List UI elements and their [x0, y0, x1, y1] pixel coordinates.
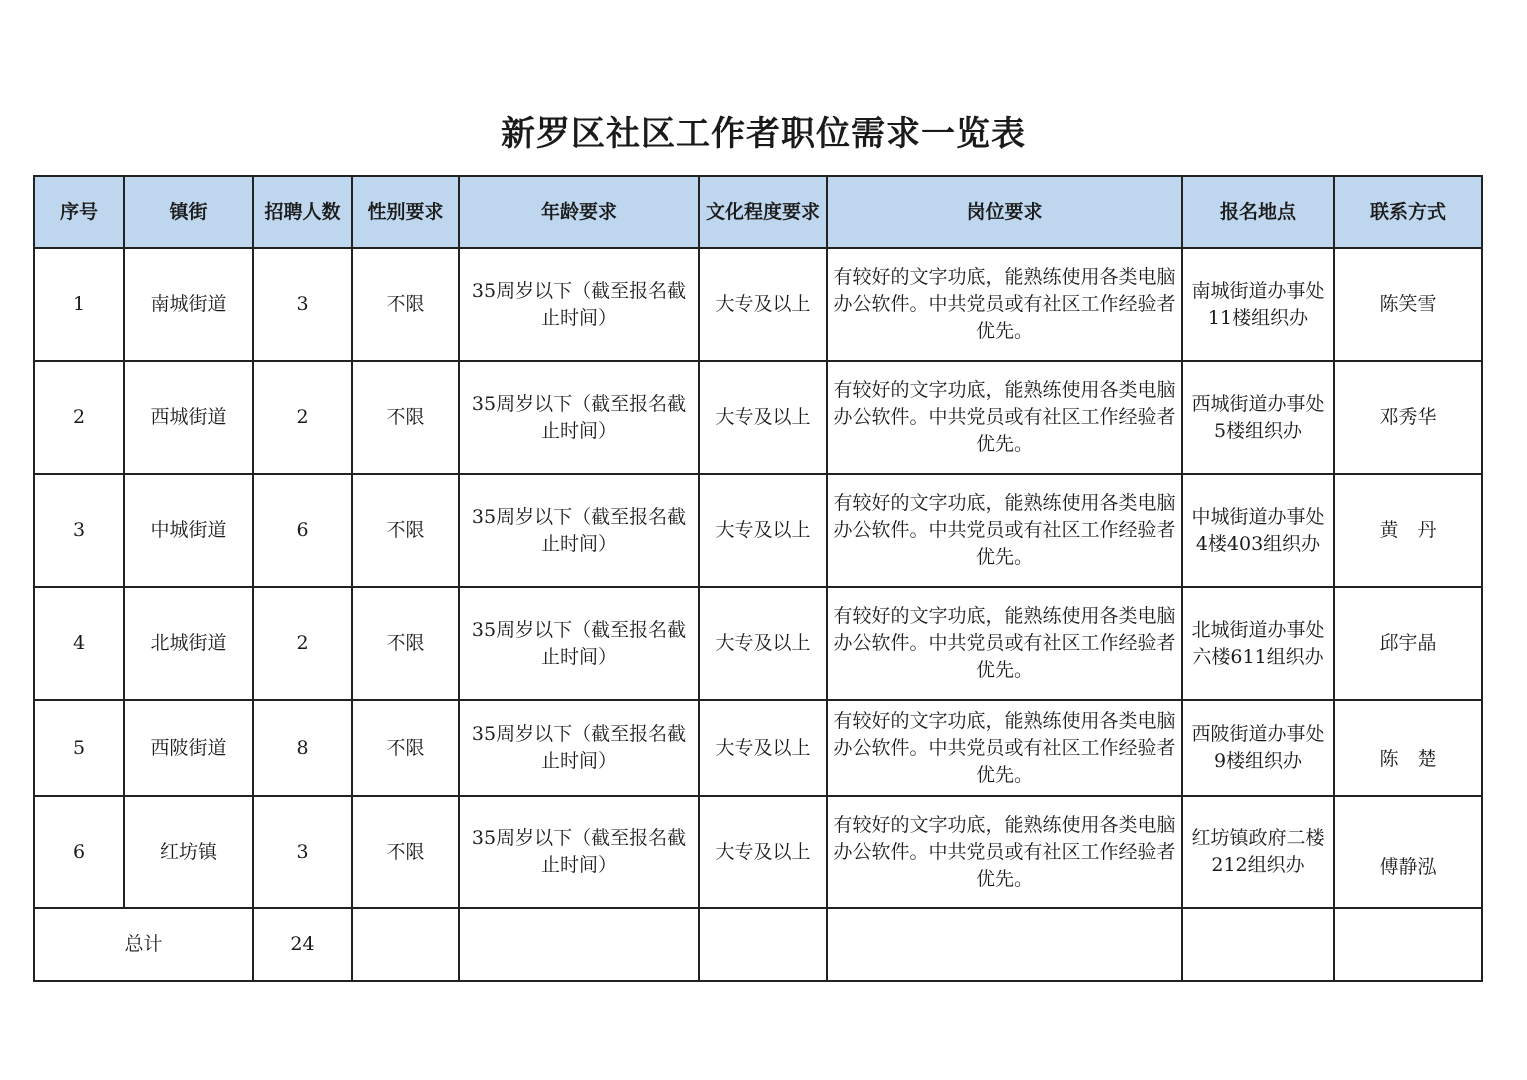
empty-cell: [352, 908, 459, 981]
cell-street: 西陂街道: [124, 700, 253, 796]
cell-requirements: 有较好的文字功底，能熟练使用各类电脑办公软件。中共党员或有社区工作经验者优先。: [827, 587, 1182, 700]
cell-no: 2: [34, 361, 124, 474]
cell-count: 3: [253, 248, 352, 361]
cell-street: 南城街道: [124, 248, 253, 361]
cell-age: 35周岁以下（截至报名截止时间）: [459, 700, 699, 796]
cell-requirements: 有较好的文字功底，能熟练使用各类电脑办公软件。中共党员或有社区工作经验者优先。: [827, 474, 1182, 587]
header-cell-street: 镇街: [124, 176, 253, 248]
cell-gender: 不限: [352, 587, 459, 700]
cell-no: 1: [34, 248, 124, 361]
cell-location: 中城街道办事处4楼403组织办: [1182, 474, 1334, 587]
total-count: 24: [253, 908, 352, 981]
cell-education: 大专及以上: [699, 587, 827, 700]
table-row: [34, 587, 1482, 700]
table-row: [34, 248, 1482, 361]
cell-gender: 不限: [352, 796, 459, 908]
table-row: [34, 700, 1482, 796]
cell-education: 大专及以上: [699, 796, 827, 908]
header-cell-location: 报名地点: [1182, 176, 1334, 248]
header-cell-requirements: 岗位要求: [827, 176, 1182, 248]
cell-count: 2: [253, 361, 352, 474]
cell-requirements: 有较好的文字功底，能熟练使用各类电脑办公软件。中共党员或有社区工作经验者优先。: [827, 796, 1182, 908]
cell-location: 西陂街道办事处9楼组织办: [1182, 700, 1334, 796]
header-cell-count: 招聘人数: [253, 176, 352, 248]
cell-street: 红坊镇: [124, 796, 253, 908]
cell-requirements: 有较好的文字功底，能熟练使用各类电脑办公软件。中共党员或有社区工作经验者优先。: [827, 361, 1182, 474]
cell-location: 西城街道办事处5楼组织办: [1182, 361, 1334, 474]
table-row: [34, 474, 1482, 587]
cell-requirements: 有较好的文字功底，能熟练使用各类电脑办公软件。中共党员或有社区工作经验者优先。: [827, 700, 1182, 796]
header-cell-gender: 性别要求: [352, 176, 459, 248]
cell-gender: 不限: [352, 700, 459, 796]
cell-no: 4: [34, 587, 124, 700]
cell-education: 大专及以上: [699, 700, 827, 796]
cell-requirements: 有较好的文字功底，能熟练使用各类电脑办公软件。中共党员或有社区工作经验者优先。: [827, 248, 1182, 361]
cell-age: 35周岁以下（截至报名截止时间）: [459, 248, 699, 361]
header-cell-age: 年龄要求: [459, 176, 699, 248]
cell-count: 6: [253, 474, 352, 587]
cell-gender: 不限: [352, 474, 459, 587]
cell-count: 3: [253, 796, 352, 908]
cell-education: 大专及以上: [699, 361, 827, 474]
cell-contact: 傅静泓: [1334, 796, 1482, 908]
cell-location: 南城街道办事处11楼组织办: [1182, 248, 1334, 361]
cell-count: 2: [253, 587, 352, 700]
cell-location: 红坊镇政府二楼212组织办: [1182, 796, 1334, 908]
cell-contact: 陈笑雪: [1334, 248, 1482, 361]
recruitment-table: [33, 175, 1483, 982]
cell-count: 8: [253, 700, 352, 796]
empty-cell: [699, 908, 827, 981]
cell-education: 大专及以上: [699, 248, 827, 361]
cell-age: 35周岁以下（截至报名截止时间）: [459, 474, 699, 587]
cell-gender: 不限: [352, 248, 459, 361]
empty-cell: [459, 908, 699, 981]
total-row: [34, 908, 1482, 981]
cell-no: 6: [34, 796, 124, 908]
cell-no: 5: [34, 700, 124, 796]
empty-cell: [827, 908, 1182, 981]
cell-street: 西城街道: [124, 361, 253, 474]
cell-location: 北城街道办事处六楼611组织办: [1182, 587, 1334, 700]
header-row: [34, 176, 1482, 248]
header-cell-education: 文化程度要求: [699, 176, 827, 248]
cell-age: 35周岁以下（截至报名截止时间）: [459, 796, 699, 908]
header-cell-no: 序号: [34, 176, 124, 248]
cell-age: 35周岁以下（截至报名截止时间）: [459, 361, 699, 474]
cell-street: 北城街道: [124, 587, 253, 700]
page-title: 新罗区社区工作者职位需求一览表: [501, 114, 1026, 154]
cell-age: 35周岁以下（截至报名截止时间）: [459, 587, 699, 700]
empty-cell: [1334, 908, 1482, 981]
cell-contact: 邱宇晶: [1334, 587, 1482, 700]
table-row: [34, 796, 1482, 908]
cell-contact: 邓秀华: [1334, 361, 1482, 474]
cell-no: 3: [34, 474, 124, 587]
cell-education: 大专及以上: [699, 474, 827, 587]
cell-street: 中城街道: [124, 474, 253, 587]
cell-gender: 不限: [352, 361, 459, 474]
cell-contact: 陈 楚: [1334, 700, 1482, 796]
empty-cell: [1182, 908, 1334, 981]
header-cell-contact: 联系方式: [1334, 176, 1482, 248]
table-row: [34, 361, 1482, 474]
total-label: 总计: [34, 908, 253, 981]
cell-contact: 黄 丹: [1334, 474, 1482, 587]
